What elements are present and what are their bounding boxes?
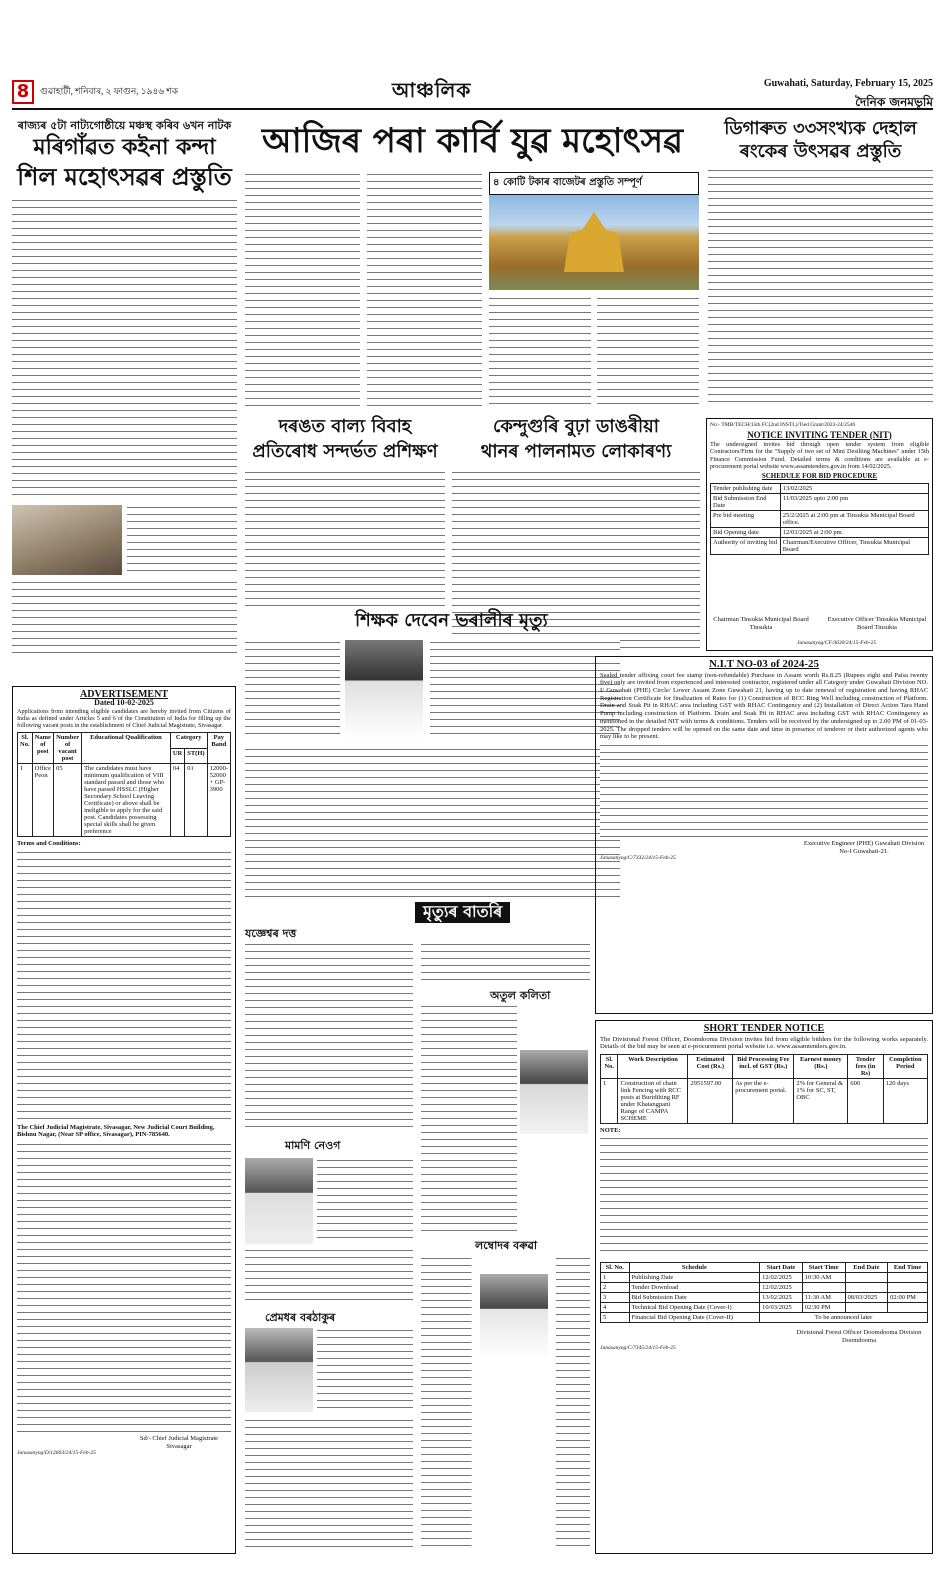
center-body-col4 xyxy=(597,296,699,406)
death-body-2 xyxy=(317,1158,413,1244)
short-tender-notes-body xyxy=(600,1136,928,1256)
short-tender-body: The Divisional Forest Officer, Doomdooma Division invites bid from eligible bidders for the following works separately. Details of the bid may be seen at e-procurement portal website i.e. www.assamtenders.gov.in. xyxy=(600,1035,928,1051)
nit3-sign: Executive Engineer (PHE) Guwahati Division No-I Guwahati-21. xyxy=(803,839,925,855)
short-tender-sign: Divisional Forest Officer Doomdooma Division Doomdooma xyxy=(796,1329,922,1344)
ad-terms-body xyxy=(17,850,231,1120)
left-headline-1: মৰিগাঁৱত কইনা কন্দা xyxy=(33,134,216,160)
death-name-4: লম্বোদৰ বৰুৱা xyxy=(475,1239,538,1252)
ad-date: Dated 10-02-2025 xyxy=(94,697,154,707)
section-title: আঞ্চলিক xyxy=(392,78,472,102)
right-body xyxy=(708,168,933,406)
center-body-col2 xyxy=(367,172,482,407)
nit-sign-left: Chairman Tinsukia Municipal Board Tinsukia xyxy=(713,616,809,631)
left-body-text-2 xyxy=(127,505,237,575)
center-photo xyxy=(489,172,699,290)
right-headline-1: ডিগাৰুত ৩৩সংখ্যক দেহাল xyxy=(724,118,917,139)
ad-terms-title: Terms and Conditions: xyxy=(17,840,81,848)
paper-name: দৈনিক জনমভূমি xyxy=(855,95,933,109)
teacher-body-1 xyxy=(245,640,340,740)
teacher-body-2 xyxy=(430,640,620,740)
center-headline: আজিৰ পৰা কাৰ্বি যুৱ মহোৎসৱ xyxy=(262,121,683,161)
death-body-5 xyxy=(317,1328,413,1412)
death-photo-5 xyxy=(245,1328,313,1412)
left-kicker: ৰাজ্যৰ ৫টা নাট্যগোষ্ঠীয়ে মঞ্চস্থ কৰিব ৬খন নাটক xyxy=(17,119,232,132)
right-headline-2: ৰংকেৰ উৎসৱৰ প্ৰস্তুতি xyxy=(739,140,902,162)
death-name-3: অতুল কলিতা xyxy=(490,989,551,1002)
death-body-8 xyxy=(421,1004,517,1234)
teacher-photo xyxy=(345,640,423,740)
death-photo-2 xyxy=(245,1158,313,1244)
nit-tinsukia xyxy=(706,418,933,651)
nit-jref: Janasanyog/CF/3630/24/15-Feb-25 xyxy=(797,640,877,646)
ad-intro: Applications from intending eligible candidates are hereby invited from Citizens of India as defined under Articles 5 and 6 of the Constitution of India for filling up the following vacant posts in the establishment of Chief Judicial Magistrate, Sivasagar. xyxy=(17,708,231,730)
page-number: 8 xyxy=(12,80,34,104)
death-name-2: মামণি নেওগ xyxy=(285,1139,341,1152)
death-body-6 xyxy=(245,1418,413,1548)
nit-schedule-title: SCHEDULE FOR BID PROCEDURE xyxy=(761,472,878,480)
ad-to-block: The Chief Judicial Magistrate, Sivasagar, New Judicial Court Building, Bishnu Nagar, (Near SP office, Sivasagar), PIN-785640. xyxy=(17,1123,215,1139)
masthead-rule xyxy=(12,108,933,110)
right-date: Guwahati, Saturday, February 15, 2025 xyxy=(763,78,933,89)
nit3-jref: Janasanyog/C/7332/24/15-Feb-25 xyxy=(600,855,676,862)
death-news xyxy=(245,900,590,1555)
nit-03 xyxy=(595,656,933,1014)
ad-sign: Sd/- Chief Judicial Magistrate Sivasagar xyxy=(139,1434,219,1450)
death-name-1: যজ্ঞেশ্বৰ দত্ত xyxy=(245,927,297,940)
left-story xyxy=(12,120,237,660)
teacher-body-3 xyxy=(245,747,620,897)
left-headline-2: শিল মহোৎসৱৰ প্ৰস্তুতি xyxy=(17,162,232,191)
short-tender xyxy=(595,1020,933,1554)
child-body xyxy=(245,470,445,610)
advertisement xyxy=(12,686,236,1554)
left-story-photo xyxy=(12,505,122,575)
ad-table: Sl. No. Name of post Number of vacant post Educational Qualification Category Pay Band UR ST(H) 1 Office Peon 05 The candidates must have minimum qualification of VIII standard passed and those who have passed HSSLC (Higher Secondary School Leaving Certificate) or above shall be ineligible to apply for the said post. Candidates possessing special skills shall be given preference 04 01 12000-52000 + GP- 3900 xyxy=(17,732,231,837)
short-tender-schedule: Sl. No. Schedule Start Date Start Time End Date End Time 1 Publishing Date 12/02/2025 10:30 AM 2 Tender Download 12/02/2025 3 Bid Submission Date 13/02/2025 11:30 AM 08/03/2025 02:00 PM 4 Technical Bid Opening Date (Cover-I) 10/03/2025 02:30 PM 5 Financial Bid Opening Date (Cover-II) To be announced later xyxy=(600,1262,928,1323)
death-body-9 xyxy=(421,1256,590,1548)
ad-title: ADVERTISEMENT xyxy=(80,689,168,700)
short-tender-title: SHORT TENDER NOTICE xyxy=(703,1023,825,1034)
short-tender-table: Sl. No. Work Description Estimated Cost (Rs.) Bid Processing Fee incl. of GST (Rs.) Earnest money (Rs.) Tender fees (in Rs) Completion Period 1 Construction of chain link Fencing with RCC posts at Buridihing RF under Khatangpani Range of CAMPA SCHEME 2951597.00 As per the e-procurement portal. 2% for General & 1% for SC, ST, OBC 600 120 days xyxy=(600,1054,928,1124)
death-news-title: মৃত্যুৰ বাতৰি xyxy=(415,902,510,923)
death-body-7 xyxy=(421,942,590,986)
nit3-title: N.I.T NO-03 of 2024-25 xyxy=(708,658,820,670)
center-body-col3 xyxy=(489,296,591,406)
child-headline: প্ৰতিৰোধ সন্দৰ্ভত প্ৰশিক্ষণ xyxy=(252,440,438,462)
nit-body: The undersigned invites bid through open tender system from eligible Contractors/Firm for the "Supply of two set of Mini Desilting Machines" under 15th Finance Commission Fund. Detailed terms & conditions are available at e-procurement portal website www.assamtenders.gov.in from 14/02/2025. xyxy=(710,441,929,470)
nit3-body-2 xyxy=(600,743,928,838)
death-name-5: প্ৰেমধৰ বৰঠাকুৰ xyxy=(265,1311,336,1324)
short-tender-note: NOTE: xyxy=(600,1126,621,1134)
masthead xyxy=(12,78,933,118)
center-body-col1 xyxy=(245,172,360,407)
death-body-1 xyxy=(245,942,413,1132)
left-body-text-3 xyxy=(12,580,237,658)
ad-terms-body-2 xyxy=(17,1142,231,1432)
center-story xyxy=(245,120,700,410)
nit-sign-right: Executive Officer Tinsukia Municipal Board Tinsukia xyxy=(827,616,927,631)
photo-caption: ৪ কোটি টকাৰ বাজেটৰ প্ৰস্তুতি সম্পূৰ্ণ xyxy=(489,172,699,195)
nit-schedule-table: Tender publishing date 13/02/2025 Bid Submission End Date 11/03/2025 upto 2:00 pm Pre bid meeting 25/2/2025 at 2:00 pm at Tinsukia Municipal Board office. Bid Opening date 12/03/2025 at 2:00 pm. Authority of inviting bid Chairman/Executive Officer, Tinsukia Municipal Board xyxy=(710,483,929,555)
teacher-headline: শিক্ষক দেবেন ভৰালীৰ মৃত্যু xyxy=(355,610,548,631)
nit3-body: Sealed tender affixing court fee stamp (non-refundable) Purchase in Assam worth Rs.8.25 (Rupees eight and Paisa twenty five) only are invited from experienced and interested contractor, registered under all Category under Guwahati Division NO. I/ Guwahati (PHE) Circle/ Lower Assam Zone Guwahati 21, having up to date renewal of registration and having RHAC Registration Certificate for finalization of Rates for (1) Construction of RCC Ring Well including construction of Platform. Drain and Soak Pit in RHAC area including GST with RHAC Contingency and (2) Installation of Direct Action Tara Hand Pump including construction of Platform. Drain and Soak Pit in RHAC area including GST with RHAC Contingency as mentioned in the detailed NIT with terms & conditions. Tenders will be received by the undersigned up to 2.00 PM of 01-03-2025. The dropped tenders will be opened on the same date and time in presence of tenderer or their authorized agents who may like to be present. xyxy=(600,671,928,741)
short-tender-jref: Janasanyog/C/7345/24/15-Feb-25 xyxy=(600,1344,676,1351)
child-kicker: দৰঙত বাল্য বিবাহ xyxy=(278,416,412,437)
kendu-headline-2: থানৰ পালনামত লোকাৰণ্য xyxy=(480,440,672,462)
kendu-headline-1: কেন্দুগুৰি বুঢ়া ডাঙৰীয়া xyxy=(493,416,659,437)
nit-title: NOTICE INVITING TENDER (NIT) xyxy=(747,429,892,440)
pagoda-shape xyxy=(564,212,624,272)
nit-ref: No:- TMB/TECH/15th FC(2nd INSTL)/Tied Grant/2023-24/2546 xyxy=(710,422,856,428)
left-body-text xyxy=(12,198,237,498)
right-story xyxy=(708,120,933,410)
death-body-3 xyxy=(245,1248,413,1306)
death-photo-3 xyxy=(520,1050,588,1134)
ad-ref: Janasanyog/D/12603/24/15-Feb-25 xyxy=(17,1450,96,1457)
teacher-story xyxy=(245,612,620,897)
left-date: গুৱাহাটী, শনিবাৰ, ২ ফাগুন, ১৯৪৬ শক xyxy=(40,86,179,96)
